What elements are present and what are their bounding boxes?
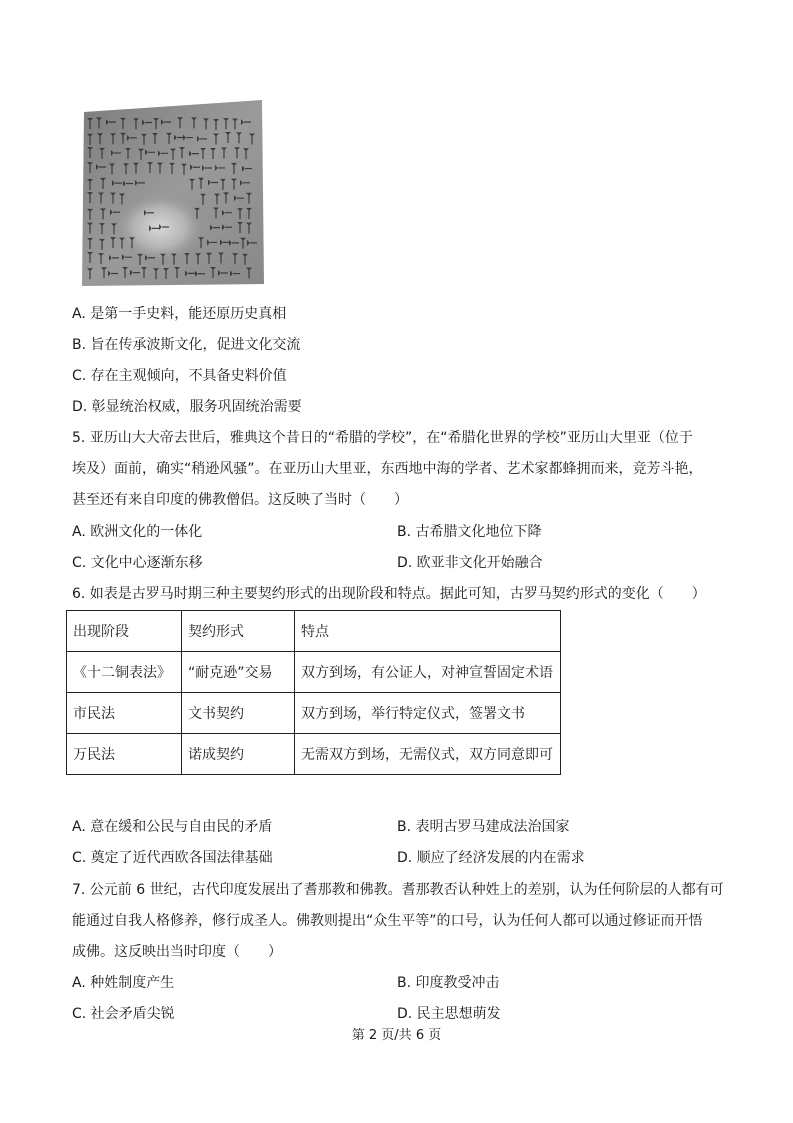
- q6-option-c[interactable]: C. 奠定了近代西欧各国法律基础: [72, 850, 273, 866]
- q5-option-a[interactable]: A. 欧洲文化的一体化: [72, 524, 203, 540]
- q4-option-a[interactable]: A. 是第一手史料，能还原历史真相: [72, 306, 287, 322]
- q6-stem: 6. 如表是古罗马时期三种主要契约形式的出现阶段和特点。据此可知，古罗马契约形式的变化（ ）: [72, 586, 706, 602]
- page-footer: 第 2 页/共 6 页: [351, 1028, 442, 1043]
- q5-option-b[interactable]: B. 古希腊文化地位下降: [397, 524, 542, 540]
- table-cell: “耐克逊”交易: [182, 652, 295, 693]
- table-cell: 市民法: [67, 693, 182, 734]
- q7-stem-line-3: 成佛。这反映出当时印度（ ）: [72, 944, 282, 960]
- q6-option-a[interactable]: A. 意在缓和公民与自由民的矛盾: [72, 819, 273, 835]
- table-cell: 诺成契约: [182, 734, 295, 775]
- table-row: [67, 734, 561, 775]
- table-cell: 无需双方到场，无需仪式，双方同意即可: [295, 734, 561, 775]
- table-header-row: [67, 611, 561, 652]
- q5-stem-line-1: 5. 亚历山大大帝去世后，雅典这个昔日的“希腊的学校”，在“希腊化世界的学校”亚历山大里亚（位于: [72, 430, 693, 446]
- table-header-cell: 特点: [295, 611, 561, 652]
- table-cell: 双方到场，举行特定仪式，签署文书: [295, 693, 561, 734]
- q4-option-d[interactable]: D. 彰显统治权威，服务巩固统治需要: [72, 399, 302, 415]
- q6-option-b[interactable]: B. 表明古罗马建成法治国家: [397, 819, 570, 835]
- q6-option-d[interactable]: D. 顺应了经济发展的内在需求: [397, 850, 585, 866]
- q5-option-c[interactable]: C. 文化中心逐渐东移: [72, 555, 203, 571]
- q5-stem-line-2: 埃及）面前，确实“稍逊风骚”。在亚历山大里亚，东西地中海的学者、艺术家都蜂拥而来，竞芳斗艳，: [72, 461, 703, 477]
- cuneiform-tablet-image: [82, 98, 264, 286]
- table-cell: 《十二铜表法》: [67, 652, 182, 693]
- q5-stem-line-3: 甚至还有来自印度的佛教僧侣。这反映了当时（ ）: [72, 492, 408, 508]
- q7-option-b[interactable]: B. 印度教受冲击: [397, 975, 500, 991]
- q5-option-d[interactable]: D. 欧亚非文化开始融合: [397, 555, 543, 571]
- table-header-cell: 契约形式: [182, 611, 295, 652]
- q4-option-c[interactable]: C. 存在主观倾向，不具备史料价值: [72, 368, 287, 384]
- table-cell: 万民法: [67, 734, 182, 775]
- q4-option-b[interactable]: B. 旨在传承波斯文化，促进文化交流: [72, 337, 301, 353]
- table-row: [67, 652, 561, 693]
- q7-option-c[interactable]: C. 社会矛盾尖锐: [72, 1006, 175, 1022]
- q7-option-d[interactable]: D. 民主思想萌发: [397, 1006, 501, 1022]
- table-row: [67, 693, 561, 734]
- contract-forms-table: [66, 610, 561, 775]
- q7-option-a[interactable]: A. 种姓制度产生: [72, 975, 175, 991]
- table-cell: 文书契约: [182, 693, 295, 734]
- table-cell: 双方到场，有公证人，对神宣誓固定术语: [295, 652, 561, 693]
- q7-stem-line-1: 7. 公元前 6 世纪，古代印度发展出了耆那教和佛教。耆那教否认种姓上的差别，认为任何阶层的人都有可: [72, 882, 724, 898]
- q7-stem-line-2: 能通过自我人格修养，修行成圣人。佛教则提出“众生平等”的口号，认为任何人都可以通过修证而开悟: [72, 913, 703, 929]
- table-header-cell: 出现阶段: [67, 611, 182, 652]
